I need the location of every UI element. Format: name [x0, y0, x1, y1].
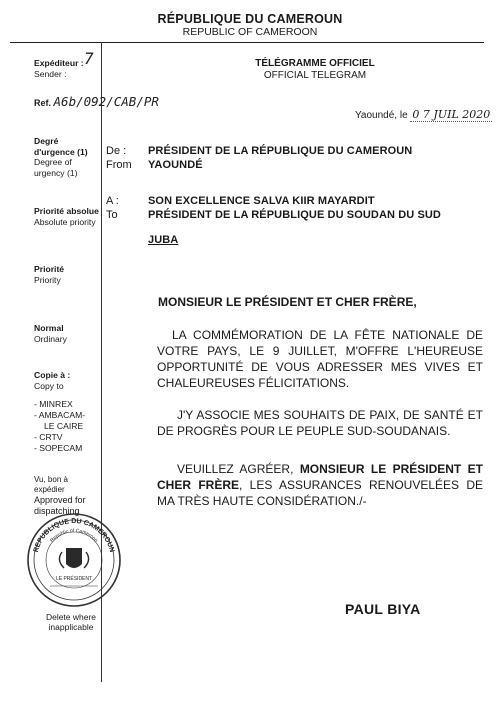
priority-english: Priority	[34, 274, 61, 285]
sender-handwritten: 7	[84, 49, 94, 68]
copy-item: LE CAIRE	[44, 421, 84, 431]
copy-item: - MINREX	[34, 399, 73, 409]
reference-label: Ref.	[34, 98, 52, 108]
closing-start: VEUILLEZ AGRÉER,	[177, 462, 300, 476]
body-paragraph-1: LA COMMÉMORATION DE LA FÊTE NATIONALE DE VOTRE PAYS, LE 9 JUILLET, M'OFFRE L'HEUREUSE OPPORTUNITÉ DE VOUS ADRESSER MES VIVES ET CHALEUREUSES FÉLICITATIONS.	[157, 328, 483, 390]
priority-label: Priorité	[34, 264, 65, 274]
urgency-label-english: Degree of urgency (1)	[34, 157, 78, 178]
approval-field	[34, 475, 100, 517]
copy-item: - AMBACAM-	[34, 410, 86, 420]
closing-end: , LES ASSURANCES RENOUVELÉES DE MA TRÈS HAUTE CONSIDÉRATION./-	[157, 478, 484, 508]
date-place: Yaoundé, le	[355, 110, 408, 121]
delete-note: Delete where inapplicable	[45, 612, 97, 632]
approval-english: Approved for dispatching	[34, 495, 86, 516]
republic-title: RÉPUBLIQUE DU CAMEROUN	[157, 12, 343, 26]
copy-item: - CRTV	[34, 432, 63, 442]
svg-text:Republic of Cameroon: Republic of Cameroon	[49, 527, 99, 544]
header-divider	[10, 42, 484, 43]
copy-to-field	[34, 370, 100, 391]
normal-field	[34, 323, 100, 344]
recipient-city: JUBA	[148, 234, 179, 246]
urgency-field	[34, 136, 100, 178]
from-label-english: From	[106, 159, 132, 171]
date-stamp-value: 0 7 JUIL 2020	[412, 108, 491, 121]
to-label-english: To	[106, 209, 118, 221]
sender-field	[34, 49, 100, 79]
republic-title-english: REPUBLIC OF CAMEROON	[182, 26, 318, 38]
reference-handwritten: A6b/092/CAB/PR	[53, 94, 159, 109]
priority-absolute-label: Priorité absolue	[34, 206, 99, 216]
body-paragraph-3	[157, 461, 483, 509]
salutation: MONSIEUR LE PRÉSIDENT ET CHER FRÈRE,	[158, 295, 417, 309]
body-paragraph-2: J'Y ASSOCIE MES SOUHAITS DE PAIX, DE SANTÉ ET DE PROGRÈS POUR LE PEUPLE SUD-SOUDANAIS.	[157, 408, 483, 438]
to-label: A :	[106, 195, 119, 207]
from-label: De :	[106, 145, 127, 157]
priority-absolute-english: Absolute priority	[34, 216, 96, 227]
recipient-title: PRÉSIDENT DE LA RÉPUBLIQUE DU SOUDAN DU SUD	[148, 209, 441, 221]
normal-label: Normal	[34, 323, 64, 333]
svg-text:REPUBLIQUE DU CAMEROUN: REPUBLIQUE DU CAMEROUN	[32, 517, 116, 554]
from-sender-title: PRÉSIDENT DE LA RÉPUBLIQUE DU CAMEROUN	[148, 145, 413, 157]
recipient-name: SON EXCELLENCE SALVA KIIR MAYARDIT	[148, 195, 375, 207]
svg-text:LE PRÉSIDENT: LE PRÉSIDENT	[55, 576, 93, 582]
sender-label: Expéditeur :	[34, 58, 84, 68]
copy-label-english: Copy to	[34, 380, 64, 391]
signatory-name: PAUL BIYA	[345, 601, 421, 617]
normal-english: Ordinary	[34, 333, 67, 344]
priority-absolute-field	[34, 206, 100, 227]
reference-field	[34, 94, 159, 109]
copy-label: Copie à :	[34, 370, 71, 380]
approval-label: Vu, bon à expédier	[34, 475, 68, 494]
presidential-seal-stamp	[26, 512, 122, 608]
sender-label-english: Sender :	[34, 68, 67, 79]
copy-list	[34, 399, 100, 454]
closing-address: MONSIEUR LE PRÉSIDENT ET CHER FRÈRE	[157, 462, 483, 492]
copy-item: - SOPECAM	[34, 443, 83, 453]
from-city: YAOUNDÉ	[148, 159, 203, 171]
urgency-label: Degré d'urgence (1)	[34, 136, 88, 157]
telegram-type: TÉLÉGRAMME OFFICIEL	[255, 58, 375, 69]
priority-field	[34, 264, 100, 285]
telegram-type-english: OFFICIAL TELEGRAM	[263, 70, 367, 81]
date-line	[355, 108, 492, 121]
